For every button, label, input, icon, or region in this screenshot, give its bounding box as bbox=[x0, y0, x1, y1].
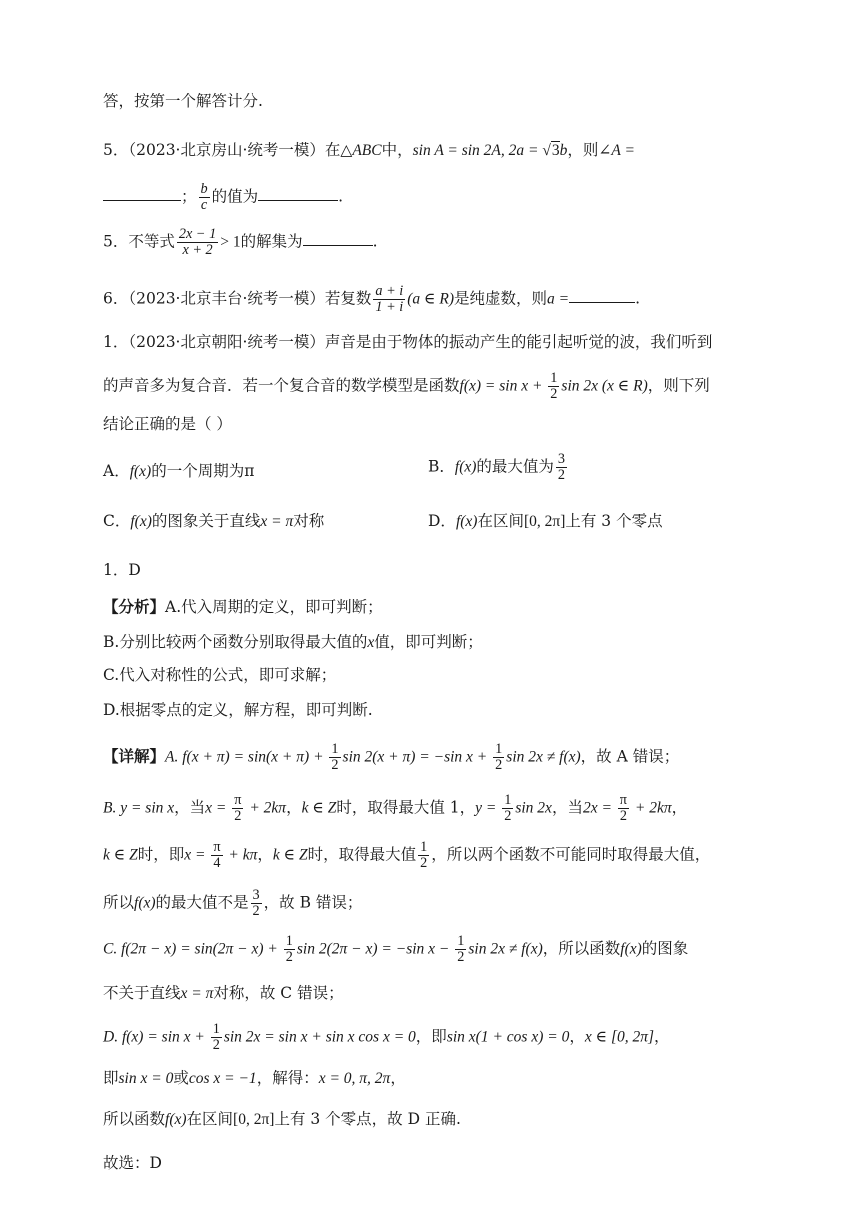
denominator: 2 bbox=[331, 756, 339, 773]
sqrt-radicand: 3 bbox=[551, 142, 560, 159]
text: ， bbox=[569, 1027, 585, 1046]
function-formula: f(x) = sin x + bbox=[459, 377, 547, 395]
denominator: c bbox=[200, 196, 208, 213]
fraction-three-half bbox=[251, 888, 262, 919]
text: ，解得： bbox=[256, 1069, 319, 1087]
text: . bbox=[635, 289, 641, 308]
text: ，当 bbox=[174, 798, 206, 817]
option-text: 对称 bbox=[293, 512, 325, 530]
variable-a: a = bbox=[547, 290, 570, 308]
formula: k ∈ Z bbox=[301, 799, 337, 817]
denominator: 2 bbox=[212, 1036, 220, 1053]
denominator: 2 bbox=[420, 854, 428, 871]
variable-x: x bbox=[367, 634, 375, 651]
answer-line bbox=[103, 561, 791, 580]
formula: D. f(x) = sin x + bbox=[103, 1028, 209, 1046]
text: 即 bbox=[103, 1069, 119, 1087]
question-1-line-1 bbox=[103, 333, 791, 352]
text: ，故 B 错误； bbox=[263, 893, 363, 912]
text: 是纯虚数，则 bbox=[454, 289, 548, 308]
option-a[interactable] bbox=[103, 459, 254, 481]
detail-c-line-2 bbox=[103, 984, 791, 1004]
text: 时，即 bbox=[137, 845, 185, 864]
option-b[interactable] bbox=[428, 452, 569, 483]
fraction-one-half bbox=[211, 1022, 222, 1053]
option-d[interactable] bbox=[428, 509, 663, 531]
question-5a-line-1 bbox=[103, 141, 791, 161]
text: ， bbox=[671, 798, 688, 817]
text: 上有 3 个零点，故 D 正确. bbox=[274, 1110, 461, 1128]
text: 在区间 bbox=[186, 1110, 234, 1128]
text: 所以 bbox=[103, 893, 135, 912]
option-label: A． bbox=[103, 462, 130, 480]
answer-blank[interactable] bbox=[103, 185, 181, 202]
numerator: 1 bbox=[285, 933, 293, 949]
formula: k ∈ Z bbox=[103, 846, 138, 864]
formula: cos x = −1 bbox=[188, 1070, 257, 1087]
numerator: 1 bbox=[331, 741, 339, 757]
line-equation: x = π bbox=[180, 985, 214, 1002]
numerator: a + i bbox=[375, 283, 404, 299]
question-stem: 的声音多为复合音．若一个复合音的数学模型是函数 bbox=[103, 376, 460, 395]
formula: x = 0, π, 2π bbox=[318, 1070, 391, 1087]
option-label: D． bbox=[428, 512, 456, 530]
formula: sin x = 0 bbox=[118, 1070, 174, 1087]
question-stem: 1．（2023·北京朝阳·统考一模）声音是由于物体的振动产生的能引起听觉的波，我们听到 bbox=[103, 333, 713, 351]
function-symbol: f(x) bbox=[454, 458, 477, 476]
text: ， bbox=[257, 845, 273, 864]
numerator: 1 bbox=[420, 839, 428, 855]
interval: [0, 2π] bbox=[523, 513, 566, 530]
denominator: 2 bbox=[234, 807, 242, 824]
function-symbol: f(x) bbox=[129, 463, 152, 480]
formula: x = bbox=[184, 846, 210, 864]
question-prefix: 5．不等式 bbox=[103, 232, 175, 251]
denominator: 2 bbox=[495, 756, 503, 773]
fraction-one-half bbox=[493, 742, 504, 773]
option-text: 上有 3 个零点 bbox=[565, 512, 663, 530]
denominator: 1 + i bbox=[375, 298, 404, 315]
formula: sin 2(x + π) = −sin x + bbox=[342, 748, 492, 766]
triangle-symbol: △ABC bbox=[340, 142, 382, 159]
analysis-tag: 【分析】 bbox=[103, 597, 166, 616]
fraction-one-half bbox=[502, 793, 513, 824]
formula: A. f(x + π) = sin(x + π) + bbox=[165, 748, 328, 766]
formula: + 2kπ bbox=[245, 799, 287, 817]
option-text: 的最大值为 bbox=[476, 457, 554, 476]
formula: B. y = sin x bbox=[103, 799, 175, 817]
numerator: 2x − 1 bbox=[178, 226, 217, 242]
continued-text: 答，按第一个解答计分. bbox=[103, 92, 263, 110]
text: ； bbox=[181, 187, 197, 206]
fraction-one-half bbox=[284, 934, 295, 965]
function-symbol: f(x) bbox=[134, 894, 156, 912]
numerator: 1 bbox=[457, 933, 465, 949]
text: 的图象 bbox=[641, 939, 689, 958]
denominator: 2 bbox=[285, 948, 293, 965]
option-text: 的图象关于直线 bbox=[151, 512, 261, 530]
function-symbol: f(x) bbox=[455, 513, 478, 530]
interval: [0, 2π] bbox=[233, 1111, 275, 1128]
analysis-line-3 bbox=[103, 666, 791, 685]
detail-tag: 【详解】 bbox=[103, 746, 166, 766]
text: ，则下列 bbox=[647, 376, 710, 395]
fraction-pi-over-2 bbox=[618, 793, 629, 824]
text: ， bbox=[286, 798, 302, 817]
numerator: 3 bbox=[557, 451, 566, 467]
formula: k ∈ Z bbox=[272, 846, 308, 864]
formula: 2x = bbox=[582, 799, 616, 817]
function-symbol: f(x) bbox=[620, 940, 642, 958]
formula: sin 2x ≠ f(x) bbox=[468, 940, 543, 958]
text: 不关于直线 bbox=[103, 984, 181, 1002]
numerator: 1 bbox=[504, 792, 512, 808]
condition-formula: sin A = sin 2A, 2a = bbox=[412, 142, 543, 159]
text: 时，取得最大值 bbox=[307, 845, 417, 864]
answer-blank[interactable] bbox=[569, 287, 635, 304]
answer-blank[interactable] bbox=[303, 230, 373, 247]
final-answer: 故选：D bbox=[103, 1154, 162, 1172]
denominator: 2 bbox=[504, 807, 512, 824]
question-source: 6．（2023·北京丰台·统考一模）若复数 bbox=[103, 289, 372, 308]
question-1-line-3 bbox=[103, 415, 791, 434]
numerator: 1 bbox=[495, 741, 503, 757]
condition-formula: (a ∈ R) bbox=[407, 290, 455, 308]
detail-d-line-3 bbox=[103, 1110, 791, 1130]
question-5b-line bbox=[103, 227, 791, 258]
text: ，则 bbox=[567, 141, 599, 159]
analysis-line-4 bbox=[103, 701, 791, 720]
text: ， bbox=[390, 1069, 406, 1087]
text: 的值为 bbox=[211, 187, 259, 206]
fraction-one-half bbox=[329, 742, 340, 773]
fraction-b-over-c bbox=[199, 182, 210, 213]
denominator: 2 bbox=[457, 948, 465, 965]
analysis-text: C.代入对称性的公式，即可求解； bbox=[103, 666, 337, 684]
numerator: π bbox=[619, 792, 627, 808]
variable-b: b bbox=[559, 142, 568, 159]
detail-b-line-3 bbox=[103, 888, 791, 919]
detail-d-line-2 bbox=[103, 1069, 791, 1089]
fraction-three-half bbox=[556, 452, 567, 483]
denominator: x + 2 bbox=[182, 241, 213, 258]
formula: y = bbox=[475, 799, 501, 817]
formula: x = bbox=[205, 799, 231, 817]
text-line bbox=[103, 92, 791, 111]
question-5a-line-2 bbox=[103, 182, 791, 213]
formula: C. f(2π − x) = sin(2π − x) + bbox=[103, 940, 282, 958]
analysis-text: 值，即可判断； bbox=[374, 633, 483, 651]
function-symbol: f(x) bbox=[130, 513, 152, 530]
detail-c-line-1 bbox=[103, 934, 791, 965]
fraction-inequality bbox=[177, 227, 218, 258]
formula: sin 2x bbox=[515, 799, 552, 817]
sqrt-symbol: √ bbox=[542, 142, 551, 159]
function-formula: sin 2x (x ∈ R) bbox=[561, 377, 648, 395]
text: ，故 A 错误； bbox=[580, 747, 680, 766]
text: ，所以两个函数不可能同时取得最大值， bbox=[431, 845, 711, 864]
numerator: 1 bbox=[550, 370, 558, 386]
formula: sin 2x ≠ f(x) bbox=[506, 748, 581, 766]
formula: sin 2(2π − x) = −sin x − bbox=[296, 940, 454, 958]
fraction-one-half bbox=[418, 840, 429, 871]
inequality-sign: > 1 bbox=[220, 233, 241, 251]
formula: sin x(1 + cos x) = 0 bbox=[446, 1028, 570, 1046]
text: 所以函数 bbox=[103, 1110, 166, 1128]
analysis-text: A.代入周期的定义，即可判断； bbox=[165, 598, 383, 616]
text: . bbox=[372, 232, 378, 251]
text: 的解集为 bbox=[240, 232, 303, 251]
fraction-pi-over-4 bbox=[211, 840, 222, 871]
question-6-line bbox=[103, 284, 791, 315]
text: 的最大值不是 bbox=[155, 893, 249, 912]
numerator: 1 bbox=[212, 1021, 220, 1037]
text: 或 bbox=[173, 1069, 189, 1087]
text: 时，取得最大值 1， bbox=[336, 798, 476, 817]
fraction-one-half bbox=[455, 934, 466, 965]
function-symbol: f(x) bbox=[165, 1111, 187, 1128]
formula: x ∈ [0, 2π] bbox=[584, 1028, 655, 1046]
formula: sin 2x = sin x + sin x cos x = 0 bbox=[223, 1028, 416, 1046]
question-stem: 结论正确的是（ ） bbox=[103, 415, 232, 433]
denominator: 2 bbox=[619, 807, 627, 824]
analysis-text: B.分别比较两个函数分别取得最大值的 bbox=[103, 633, 368, 651]
analysis-line-1 bbox=[103, 598, 791, 617]
detail-b-line-2 bbox=[103, 840, 791, 871]
denominator: 2 bbox=[550, 385, 558, 402]
detail-d-line-1 bbox=[103, 1022, 791, 1053]
question-1-line-2 bbox=[103, 371, 791, 402]
option-text: 在区间 bbox=[477, 512, 524, 530]
option-label: C． bbox=[103, 512, 131, 530]
numerator: b bbox=[200, 181, 208, 197]
text: . bbox=[338, 187, 344, 206]
text: ，所以函数 bbox=[542, 939, 621, 958]
numerator: 3 bbox=[252, 887, 260, 903]
analysis-line-2 bbox=[103, 633, 791, 653]
denominator: 2 bbox=[252, 902, 260, 919]
option-label: B． bbox=[428, 457, 455, 476]
numerator: π bbox=[234, 792, 242, 808]
detail-b-line-1 bbox=[103, 793, 791, 824]
answer: 1．D bbox=[103, 561, 141, 579]
text: ， bbox=[654, 1027, 670, 1046]
text: ，当 bbox=[551, 798, 583, 817]
formula: + kπ bbox=[224, 846, 258, 864]
text: 中， bbox=[381, 141, 413, 159]
detail-a-line bbox=[103, 742, 791, 773]
analysis-text: D.根据零点的定义，解方程，即可判断. bbox=[103, 701, 373, 719]
option-c[interactable] bbox=[103, 509, 324, 531]
formula: + 2kπ bbox=[631, 799, 672, 817]
angle-formula: ∠A = bbox=[598, 142, 635, 159]
answer-blank[interactable] bbox=[258, 185, 338, 202]
text: 对称，故 C 错误； bbox=[213, 984, 344, 1002]
line-equation: x = π bbox=[260, 513, 294, 530]
final-answer-line bbox=[103, 1154, 791, 1173]
question-source: 5．（2023·北京房山·统考一模）在 bbox=[103, 141, 341, 159]
fraction-complex bbox=[373, 284, 405, 315]
denominator: 4 bbox=[213, 854, 221, 871]
fraction-pi-over-2 bbox=[232, 793, 243, 824]
numerator: π bbox=[213, 839, 221, 855]
option-text: 的一个周期为π bbox=[151, 462, 255, 480]
denominator: 2 bbox=[557, 466, 566, 483]
text: ，即 bbox=[415, 1027, 447, 1046]
fraction-one-half bbox=[548, 371, 559, 402]
